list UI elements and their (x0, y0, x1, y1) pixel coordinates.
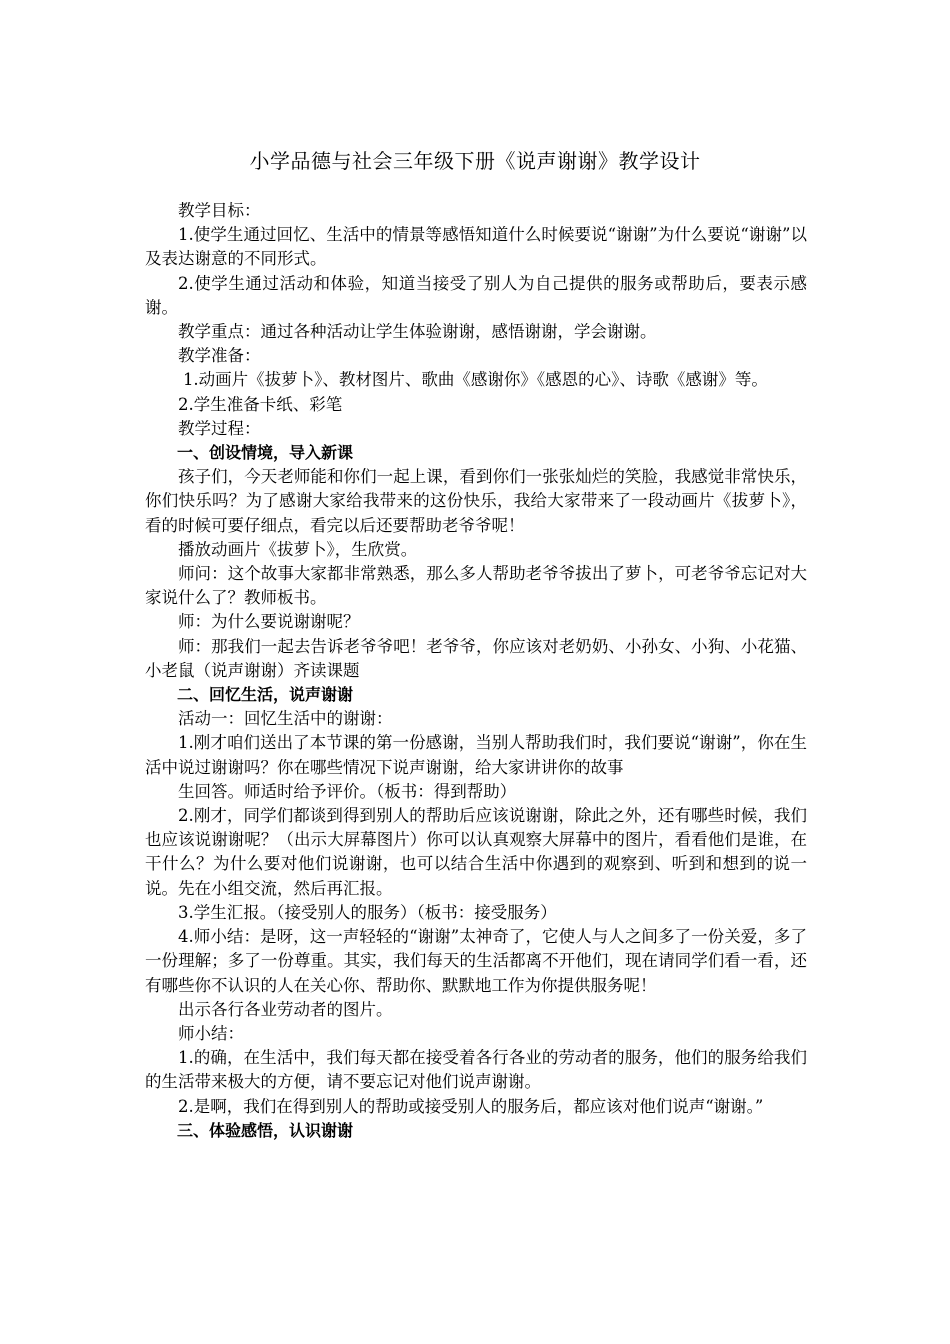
activity-1-item-2: 2.刚才，同学们都谈到得到别人的帮助后应该说谢谢，除此之外，还有哪些时候，我们也应该说谢谢呢？（出示大屏幕图片）你可以认真观察大屏幕中的图片，看看他们是谁，在干什么？为什么要对他们说谢谢，也可以结合生活中你遇到的观察到、听到和想到的说一说。先在小组交流，然后再汇报。 (145, 806, 807, 898)
paragraph-show-workers: 出示各行各业劳动者的图片。 (178, 999, 393, 1019)
preparation-2: 2.学生准备卡纸、彩笔 (178, 394, 343, 414)
section-label-objectives: 教学目标： (178, 201, 261, 220)
teaching-focus: 教学重点：通过各种活动让学生体验谢谢，感悟谢谢，学会谢谢。 (178, 322, 657, 342)
objective-2: 2.使学生通过活动和体验，知道当接受了别人为自己提供的服务或帮助后，要表示感谢。 (145, 273, 807, 317)
objective-1: 1.使学生通过回忆、生活中的情景等感悟知道什么时候要说“谢谢”为什么要说“谢谢”以及表达谢意的不同形式。 (145, 225, 807, 269)
document-title: 小学品德与社会三年级下册《说声谢谢》教学设计 (249, 149, 701, 173)
teacher-summary-label: 师小结： (178, 1023, 244, 1043)
activity-1-student-answer: 生回答。师适时给予评价。（板书：得到帮助） (178, 781, 517, 801)
summary-item-1: 1.的确，在生活中，我们每天都在接受着各行各业的劳动者的服务，他们的服务给我们的生活带来极大的方便，请不要忘记对他们说声谢谢。 (145, 1048, 807, 1092)
heading-part-1: 一、创设情境，导入新课 (177, 443, 354, 463)
activity-1-item-4: 4.师小结：是呀，这一声轻轻的“谢谢”太神奇了，它使人与人之间多了一份关爱，多了一份理解；多了一份尊重。其实，我们每天的生活都离不开他们，现在请同学们看一看，还有哪些你不认识的人在关心你、帮助你、默默地工作为你提供服务呢！ (145, 927, 807, 995)
summary-item-2: 2.是啊，我们在得到别人的帮助或接受别人的服务后，都应该对他们说声“谢谢。” (178, 1096, 764, 1116)
paragraph-why-thanks: 师：为什么要说谢谢呢？ (178, 612, 360, 632)
section-label-process: 教学过程： (178, 418, 261, 438)
preparation-1: 1.动画片《拔萝卜》、教材图片、歌曲《感谢你》《感恩的心》、诗歌《感谢》等。 (182, 370, 768, 390)
activity-1-item-3: 3.学生汇报。（接受别人的服务）（板书：接受服务） (178, 902, 557, 922)
activity-1-item-1: 1.刚才咱们送出了本节课的第一份感谢，当别人帮助我们时，我们要说“谢谢”，你在生活中说过谢谢吗？你在哪些情况下说声谢谢，给大家讲讲你的故事 (145, 733, 807, 777)
paragraph-teacher-question: 师问：这个故事大家都非常熟悉，那么多人帮助老爷爷拔出了萝卜，可老爷爷忘记对大家说什么了？教师板书。 (145, 564, 807, 608)
paragraph-intro: 孩子们，今天老师能和你们一起上课，看到你们一张张灿烂的笑脸，我感觉非常快乐，你们快乐吗？为了感谢大家给我带来的这份快乐，我给大家带来了一段动画片《拔萝卜》，看的时候可要仔细点，看完以后还要帮助老爷爷呢！ (145, 467, 807, 535)
heading-part-3: 三、体验感悟，认识谢谢 (177, 1120, 354, 1140)
activity-1-label: 活动一：回忆生活中的谢谢： (178, 709, 393, 729)
paragraph-tell-grandpa: 师：那我们一起去告诉老爷爷吧！老爷爷，你应该对老奶奶、小孙女、小狗、小花猫、小老鼠（说声谢谢）齐读课题 (145, 636, 807, 680)
document-body (145, 199, 807, 1143)
paragraph-play-animation: 播放动画片《拔萝卜》，生欣赏。 (178, 539, 418, 559)
heading-part-2: 二、回忆生活，说声谢谢 (177, 685, 354, 705)
section-label-preparation: 教学准备： (178, 346, 261, 366)
